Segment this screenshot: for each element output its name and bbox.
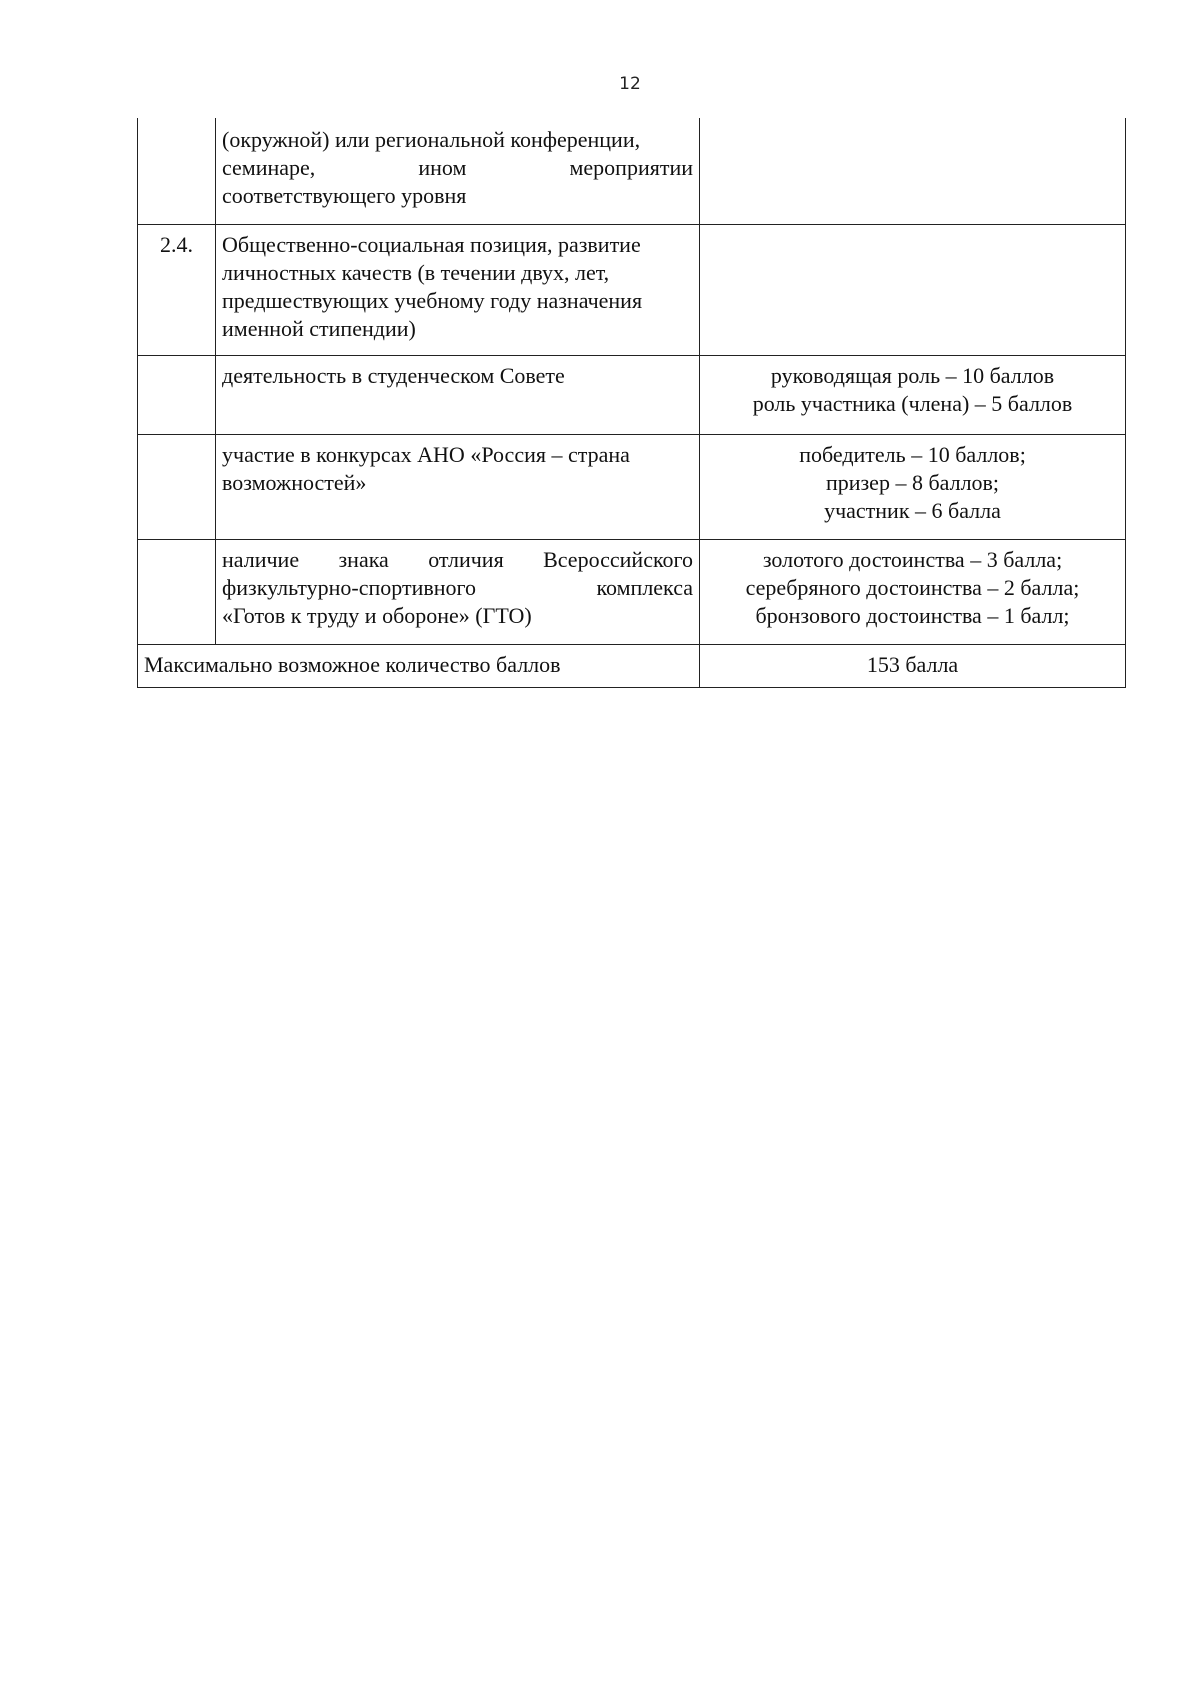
score-line: серебряного достоинства – 2 балла; — [745, 575, 1080, 600]
criterion-line: Общественно-социальная позиция, развитие — [222, 232, 641, 257]
table-row — [138, 435, 1126, 540]
criterion-line: именной стипендии) — [222, 316, 416, 341]
criterion-line: деятельность в студенческом Совете — [222, 363, 565, 388]
score-line: руководящая роль – 10 баллов — [770, 363, 1055, 388]
total-row — [138, 645, 1126, 688]
criterion-line: (окружной) или региональной конференции, — [222, 127, 641, 152]
criterion-cell — [216, 540, 700, 645]
score-line: роль участника (члена) – 5 баллов — [752, 391, 1073, 416]
row-number-cell — [138, 540, 216, 645]
total-label: Максимально возможное количество баллов — [138, 645, 700, 688]
table-row — [138, 540, 1126, 645]
row-number-cell — [138, 356, 216, 435]
score-line: бронзового достоинства – 1 балл; — [755, 603, 1070, 628]
criterion-line: «Готов к труду и обороне» (ГТО) — [222, 603, 532, 628]
table-row — [138, 225, 1126, 356]
page-number: 12 — [619, 74, 641, 94]
total-value: 153 балла — [700, 645, 1126, 688]
criterion-cell — [216, 356, 700, 435]
score-cell — [700, 225, 1126, 356]
criterion-line: участие в конкурсах АНО «Россия – страна — [222, 442, 630, 467]
criterion-line: наличие знака отличия Всероссийского — [222, 547, 693, 572]
criteria-table — [137, 118, 1126, 688]
criterion-cell — [216, 118, 700, 225]
table-row — [138, 118, 1126, 225]
score-cell — [700, 356, 1126, 435]
score-cell — [700, 118, 1126, 225]
score-line: участник – 6 балла — [824, 498, 1001, 523]
row-number-cell: 2.4. — [138, 225, 216, 356]
table-row — [138, 356, 1126, 435]
row-number-cell — [138, 435, 216, 540]
criterion-line: соответствующего уровня — [222, 183, 467, 208]
criterion-line: личностных качеств (в течении двух, лет, — [222, 260, 610, 285]
criterion-cell — [216, 435, 700, 540]
criterion-cell — [216, 225, 700, 356]
criterion-line: предшествующих учебному году назначения — [222, 288, 643, 313]
score-line: золотого достоинства – 3 балла; — [762, 547, 1063, 572]
criterion-line: возможностей» — [222, 470, 367, 495]
score-cell — [700, 435, 1126, 540]
row-number-cell — [138, 118, 216, 225]
score-line: призер – 8 баллов; — [825, 470, 1000, 495]
criterion-line: физкультурно-спортивного комплекса — [222, 575, 693, 600]
score-cell — [700, 540, 1126, 645]
criterion-line: семинаре, ином мероприятии — [222, 155, 693, 180]
score-line: победитель – 10 баллов; — [799, 442, 1026, 467]
